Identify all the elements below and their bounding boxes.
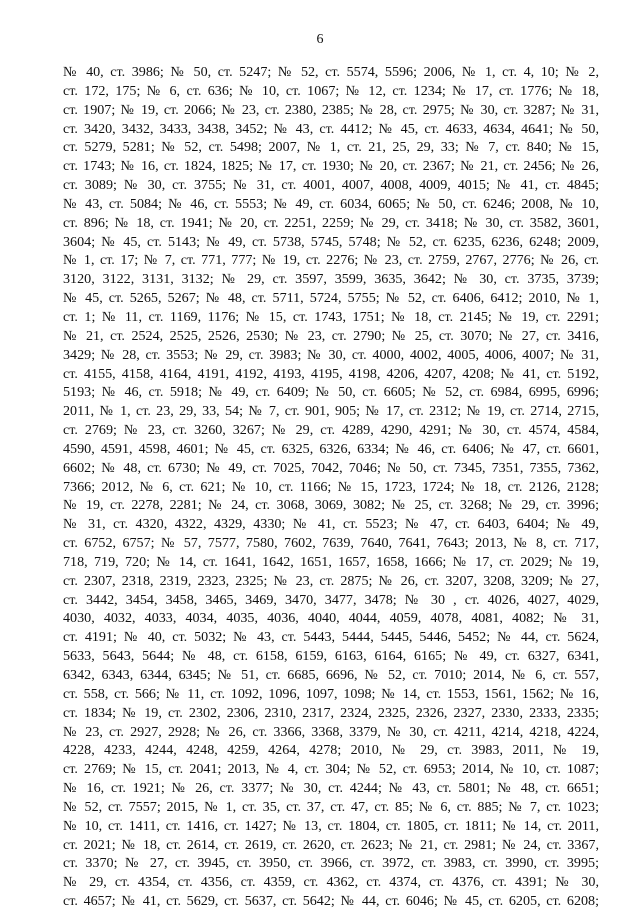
text-line: № 21, ст. 2524, 2525, 2526, 2530; № 23, ст. 2790; № 25, ст. 3070; № 27, ст. 3416,: [63, 327, 599, 344]
text-line: 5633, 5643, 5644; № 48, ст. 6158, 6159, 6163, 6164, 6165; № 49, ст. 6327, 6341,: [63, 648, 599, 665]
text-line: ст. 2769; № 15, ст. 2041; 2013, № 4, ст. 304; № 52, ст. 6953; 2014, № 10, ст. 1087;: [63, 761, 599, 778]
text-line: № 19, ст. 2278, 2281; № 24, ст. 3068, 3069, 3082; № 25, ст. 3268; № 29, ст. 3996;: [63, 497, 599, 514]
text-line: 2011, № 1, ст. 23, 29, 33, 54; № 7, ст. 901, 905; № 17, ст. 2312; № 19, ст. 2714, 2715,: [63, 403, 599, 420]
text-line: 3604; № 45, ст. 5143; № 49, ст. 5738, 5745, 5748; № 52, ст. 6235, 6236, 6248; 2009,: [63, 233, 599, 250]
text-line: № 52, ст. 7557; 2015, № 1, ст. 35, ст. 37, ст. 47, ст. 85; № 6, ст. 885; № 7, ст. 1023;: [63, 798, 599, 815]
text-line: № 43, ст. 5084; № 46, ст. 5553; № 49, ст. 6034, 6065; № 50, ст. 6246; 2008, № 10,: [63, 195, 599, 212]
text-line: ст. 4155, 4158, 4164, 4191, 4192, 4193, 4195, 4198, 4206, 4207, 4208; № 41, ст. 5192,: [63, 365, 599, 382]
text-line: ст. 1907; № 19, ст. 2066; № 23, ст. 2380, 2385; № 28, ст. 2975; № 30, ст. 3287; № 31,: [63, 101, 599, 118]
text-line: 4030, 4032, 4033, 4034, 4035, 4036, 4040, 4044, 4059, 4078, 4081, 4082; № 31,: [63, 610, 599, 627]
text-line: ст. 4191; № 40, ст. 5032; № 43, ст. 5443, 5444, 5445, 5446, 5452; № 44, ст. 5624,: [63, 629, 599, 646]
text-line: ст. 896; № 18, ст. 1941; № 20, ст. 2251, 2259; № 29, ст. 3418; № 30, ст. 3582, 3601,: [63, 214, 599, 231]
text-line: 6342, 6343, 6344, 6345; № 51, ст. 6685, 6696, № 52, ст. 7010; 2014, № 6, ст. 557,: [63, 667, 599, 683]
text-line: 3120, 3122, 3131, 3132; № 29, ст. 3597, 3599, 3635, 3642; № 30, ст. 3735, 3739;: [63, 271, 599, 288]
text-line: 6602; № 48, ст. 6730; № 49, ст. 7025, 7042, 7046; № 50, ст. 7345, 7351, 7355, 7362,: [63, 459, 599, 476]
text-line: ст. 2021; № 18, ст. 2614, ст. 2619, ст. 2620, ст. 2623; № 21, ст. 2981; № 24, ст. 3367,: [63, 836, 599, 853]
text-line: № 16, ст. 1921; № 26, ст. 3377; № 30, ст. 4244; № 43, ст. 5801; № 48, ст. 6651;: [63, 780, 599, 797]
text-line: № 10, ст. 1411, ст. 1416, ст. 1427; № 13, ст. 1804, ст. 1805, ст. 1811; № 14, ст. 2011,: [63, 817, 599, 834]
text-line: ст. 172, 175; № 6, ст. 636; № 10, ст. 1067; № 12, ст. 1234; № 17, ст. 1776; № 18,: [63, 82, 599, 99]
text-line: № 45, ст. 5265, 5267; № 48, ст. 5711, 5724, 5755; № 52, ст. 6406, 6412; 2010, № 1,: [63, 290, 599, 307]
text-line: № 29, ст. 4354, ст. 4356, ст. 4359, ст. 4362, ст. 4374, ст. 4376, ст. 4391; № 30,: [63, 874, 599, 891]
text-line: ст. 1834; № 19, ст. 2302, 2306, 2310, 2317, 2324, 2325, 2326, 2327, 2330, 2333, 2335;: [63, 704, 599, 721]
text-line: ст. 4657; № 41, ст. 5629, ст. 5637, ст. 5642; № 44, ст. 6046; № 45, ст. 6205, ст. 6208;: [63, 893, 599, 910]
text-line: № 23, ст. 2927, 2928; № 26, ст. 3366, 3368, 3379, № 30, ст. 4211, 4214, 4218, 4224,: [63, 723, 599, 740]
text-line: № 31, ст. 4320, 4322, 4329, 4330; № 41, ст. 5523; № 47, ст. 6403, 6404; № 49,: [63, 516, 599, 533]
text-line: ст. 2769; № 23, ст. 3260, 3267; № 29, ст. 4289, 4290, 4291; № 30, ст. 4574, 4584,: [63, 422, 599, 439]
text-line: 718, 719, 720; № 14, ст. 1641, 1642, 1651, 1657, 1658, 1666; № 17, ст. 2029; № 19,: [63, 553, 599, 570]
body-text: [63, 63, 599, 911]
text-line: ст. 3089; № 30, ст. 3755; № 31, ст. 4001, 4007, 4008, 4009, 4015; № 41, ст. 4845;: [63, 177, 599, 194]
text-line: ст. 558, ст. 566; № 11, ст. 1092, 1096, 1097, 1098; № 14, ст. 1553, 1561, 1562; № 16,: [63, 685, 599, 702]
text-line: ст. 5279, 5281; № 52, ст. 5498; 2007, № 1, ст. 21, 25, 29, 33; № 7, ст. 840; № 15,: [63, 139, 599, 156]
text-line: 5193; № 46, ст. 5918; № 49, ст. 6409; № 50, ст. 6605; № 52, ст. 6984, 6995, 6996;: [63, 384, 599, 401]
text-line: ст. 1; № 11, ст. 1169, 1176; № 15, ст. 1743, 1751; № 18, ст. 2145; № 19, ст. 2291;: [63, 308, 599, 325]
text-line: № 1, ст. 17; № 7, ст. 771, 777; № 19, ст. 2276; № 23, ст. 2759, 2767, 2776; № 26, ст.: [63, 252, 599, 269]
text-line: ст. 6752, 6757; № 57, 7577, 7580, 7602, 7639, 7640, 7641, 7643; 2013, № 8, ст. 717,: [63, 535, 599, 552]
text-line: ст. 3442, 3454, 3458, 3465, 3469, 3470, 3477, 3478; № 30 , ст. 4026, 4027, 4029,: [63, 591, 599, 608]
text-line: ст. 3370; № 27, ст. 3945, ст. 3950, ст. 3966, ст. 3972, ст. 3983, ст. 3990, ст. 3995;: [63, 855, 599, 872]
text-line: ст. 2307, 2318, 2319, 2323, 2325; № 23, ст. 2875; № 26, ст. 3207, 3208, 3209; № 27,: [63, 572, 599, 589]
page-number: 6: [316, 32, 324, 47]
text-line: 4228, 4233, 4244, 4248, 4259, 4264, 4278; 2010, № 29, ст. 3983, 2011, № 19,: [63, 742, 599, 759]
text-line: ст. 1743; № 16, ст. 1824, 1825; № 17, ст. 1930; № 20, ст. 2367; № 21, ст. 2456; № 26,: [63, 158, 599, 175]
text-line: ст. 3420, 3432, 3433, 3438, 3452; № 43, ст. 4412; № 45, ст. 4633, 4634, 4641; № 50,: [63, 120, 599, 137]
text-line: 7366; 2012, № 6, ст. 621; № 10, ст. 1166; № 15, 1723, 1724; № 18, ст. 2126, 2128;: [63, 478, 599, 495]
text-line: 4590, 4591, 4598, 4601; № 45, ст. 6325, 6326, 6334; № 46, ст. 6406; № 47, ст. 6601,: [63, 440, 599, 457]
text-line: 3429; № 28, ст. 3553; № 29, ст. 3983; № 30, ст. 4000, 4002, 4005, 4006, 4007; № 31,: [63, 346, 599, 363]
text-line: № 40, ст. 3986; № 50, ст. 5247; № 52, ст. 5574, 5596; 2006, № 1, ст. 4, 10; № 2,: [63, 64, 599, 80]
